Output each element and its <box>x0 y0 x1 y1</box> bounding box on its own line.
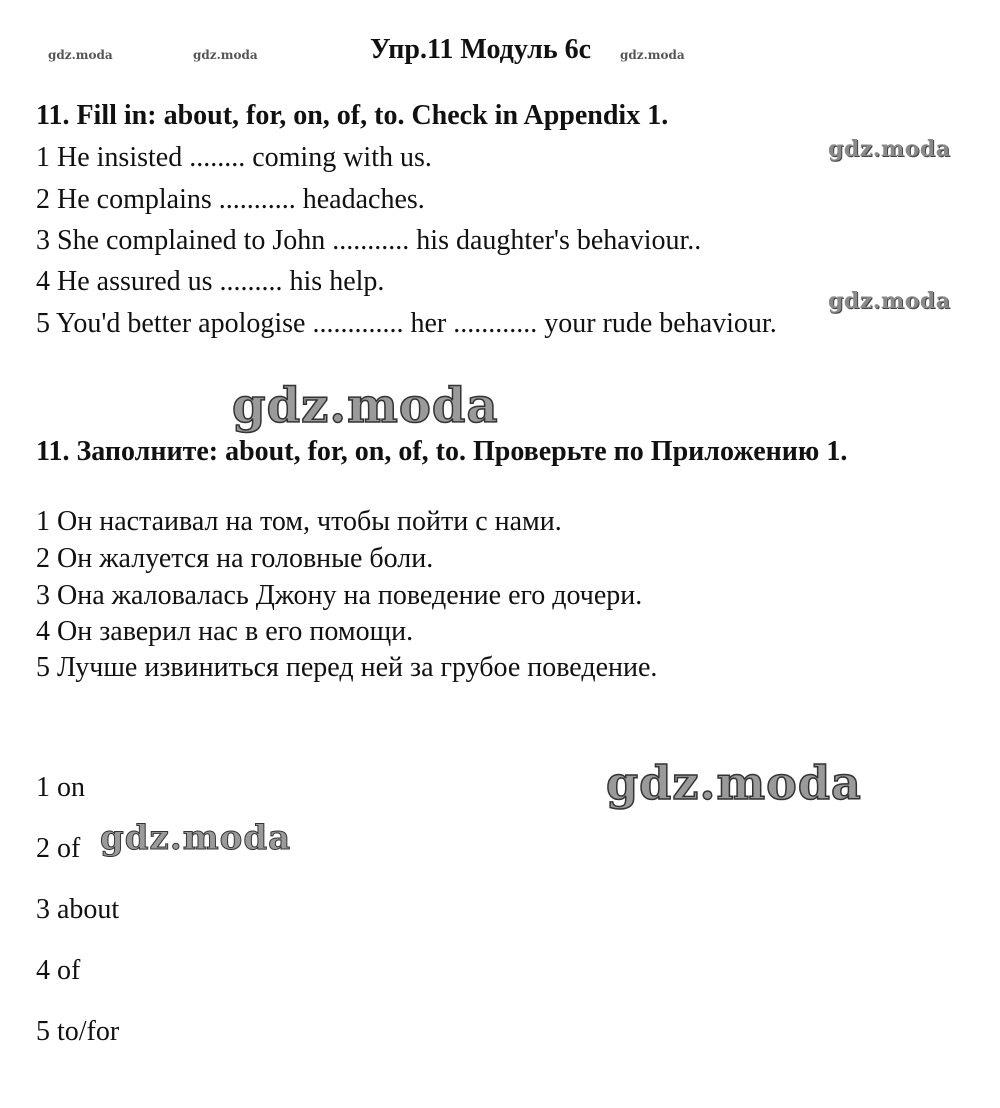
answer-item: 3 about <box>36 894 120 925</box>
answer-item: 4 of <box>36 955 81 986</box>
exercise-item: 4 Он заверил нас в его помощи. <box>36 616 414 647</box>
exercise-item: 5 You'd better apologise ............. her ............ your rude behaviour. <box>36 308 777 339</box>
watermark: gdz.moda <box>606 756 862 810</box>
exercise-item: 1 Он настаивал на том, чтобы пойти с нами. <box>36 506 562 537</box>
exercise-item: 3 She complained to John ........... his daughter's behaviour.. <box>36 225 702 256</box>
page-title: Упр.11 Модуль 6с <box>370 34 592 65</box>
exercise-item: 5 Лучше извиниться перед ней за грубое поведение. <box>36 652 658 683</box>
exercise-item: 3 Она жаловалась Джону на поведение его дочери. <box>36 580 643 611</box>
watermark: gdz.moda <box>828 136 951 162</box>
watermark: gdz.moda <box>620 48 685 62</box>
exercise-heading-en: 11. Fill in: about, for, on, of, to. Check in Appendix 1. <box>36 100 669 131</box>
answer-item: 5 to/for <box>36 1016 120 1047</box>
answer-item: 2 of <box>36 833 81 864</box>
exercise-heading-ru: 11. Заполните: about, for, on, of, to. Проверьте по Приложению 1. <box>36 436 848 467</box>
watermark: gdz.moda <box>232 378 499 434</box>
watermark: gdz.moda <box>828 288 951 314</box>
watermark: gdz.moda <box>48 48 113 62</box>
exercise-item: 2 He complains ........... headaches. <box>36 184 425 215</box>
answer-item: 1 on <box>36 772 85 803</box>
exercise-item: 4 He assured us ......... his help. <box>36 266 385 297</box>
exercise-item: 2 Он жалуется на головные боли. <box>36 543 434 574</box>
watermark: gdz.moda <box>193 48 258 62</box>
watermark: gdz.moda <box>100 818 292 858</box>
exercise-item: 1 He insisted ........ coming with us. <box>36 142 432 173</box>
